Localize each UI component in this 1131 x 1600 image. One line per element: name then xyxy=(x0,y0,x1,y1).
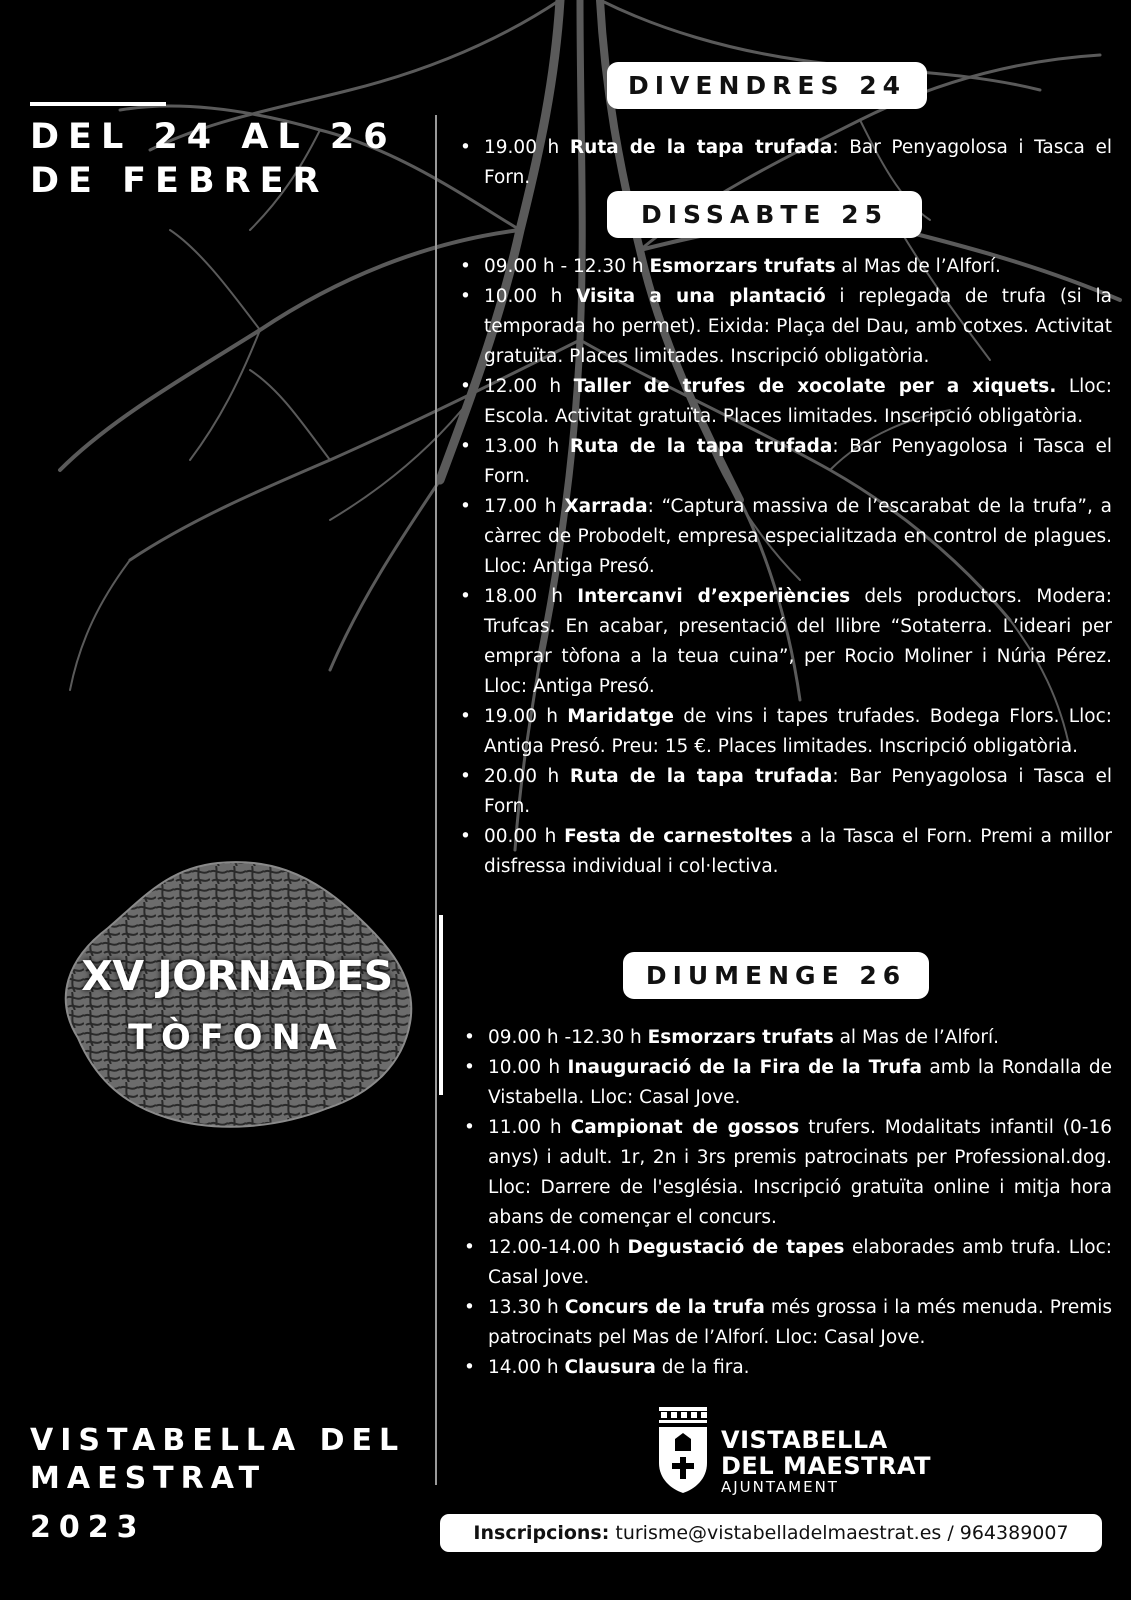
dates-line-1: DEL 24 AL 26 xyxy=(30,117,397,157)
schedule-details: de vins i tapes trufades. Bodega Flors. Lloc: Antiga Presó. Preu: 15 €. Places limitades. Inscripció obligatòria. xyxy=(484,706,1112,757)
schedule-time: 13.00 h xyxy=(484,436,560,457)
schedule-time: 19.00 h xyxy=(484,706,558,727)
schedule-activity: Festa de carnestoltes xyxy=(564,826,793,847)
schedule-list-diumenge xyxy=(462,1023,1112,1383)
contact-value: turisme@vistabelladelmaestrat.es / 964389007 xyxy=(609,1522,1069,1544)
schedule-activity: Esmorzars trufats xyxy=(647,1027,834,1048)
event-year: 2023 xyxy=(30,1510,146,1545)
schedule-time: 14.00 h xyxy=(488,1357,559,1378)
registration-contact xyxy=(440,1514,1102,1552)
schedule-list-divendres xyxy=(458,133,1112,193)
schedule-time: 09.00 h -12.30 h xyxy=(488,1027,642,1048)
schedule-item xyxy=(484,702,1112,762)
schedule-activity: Visita a una plantació xyxy=(576,286,826,307)
schedule-details: a la Tasca el Forn. Premi a millor disfressa individual i col·lectiva. xyxy=(484,826,1112,877)
schedule-item xyxy=(484,252,1112,282)
schedule-time: 18.00 h xyxy=(484,586,563,607)
schedule-item xyxy=(484,432,1112,492)
schedule-item xyxy=(484,492,1112,582)
schedule-activity: Intercanvi d’experiències xyxy=(577,586,851,607)
schedule-details: al Mas de l’Alforí. xyxy=(833,1027,1000,1048)
schedule-activity: Esmorzars trufats xyxy=(649,256,836,277)
vertical-divider-highlight xyxy=(439,915,443,1095)
town-line-1: VISTABELLA DEL xyxy=(30,1423,406,1458)
schedule-item xyxy=(488,1023,1112,1053)
schedule-details: al Mas de l’Alforí. xyxy=(835,256,1001,277)
schedule-time: 12.00 h xyxy=(484,376,562,397)
schedule-activity: Concurs de la trufa xyxy=(564,1297,765,1318)
schedule-details: de la fira. xyxy=(655,1357,750,1378)
logo-text-line-3: AJUNTAMENT xyxy=(721,1478,839,1496)
event-title: XV JORNADES xyxy=(81,952,393,1000)
ajuntament-logo xyxy=(655,1405,935,1497)
schedule-activity: Inauguració de la Fira de la Trufa xyxy=(567,1057,923,1078)
top-rule-divider xyxy=(30,102,166,106)
schedule-item xyxy=(488,1353,1112,1383)
schedule-activity: Xarrada xyxy=(564,496,648,517)
schedule-item xyxy=(484,762,1112,822)
schedule-details: amb la Rondalla de Vistabella. Lloc: Casal Jove. xyxy=(488,1057,1112,1108)
schedule-item xyxy=(484,133,1112,193)
schedule-activity: Ruta de la tapa trufada xyxy=(569,766,833,787)
schedule-time: 13.30 h xyxy=(488,1297,559,1318)
schedule-activity: Clausura xyxy=(564,1357,656,1378)
schedule-details: trufers. Modalitats infantil (0-16 anys) i adult. 1r, 2n i 3rs premis patrocinats per Professional.dog. Lloc: Darrere de l'església. Inscripció gratuïta online i mitja hora abans de començar el concurs. xyxy=(488,1117,1113,1228)
dates-line-2: DE FEBRER xyxy=(30,161,329,201)
logo-text-line-1: VISTABELLA xyxy=(721,1426,888,1454)
schedule-details: : Bar Penyagolosa i Tasca el Forn. xyxy=(484,137,1112,188)
schedule-time: 19.00 h xyxy=(484,137,560,158)
schedule-item xyxy=(484,372,1112,432)
schedule-details: i replegada de trufa (si la temporada ho permet). Eixida: Plaça del Dau, amb cotxes. Activitat gratuïta. Places limitades. Inscripció obligatòria. xyxy=(484,286,1112,367)
schedule-time: 09.00 h - 12.30 h xyxy=(484,256,644,277)
schedule-details: dels productors. Modera: Trufcas. En acabar, presentació del llibre “Sotaterra. L’ideari per emprar tòfona a la teua cuina”, per Rocio Moliner i Núria Pérez. Lloc: Antiga Presó. xyxy=(484,586,1112,697)
schedule-list-dissabte xyxy=(458,252,1112,882)
schedule-activity: Ruta de la tapa trufada xyxy=(569,436,833,457)
schedule-item xyxy=(488,1053,1112,1113)
day-badge-diumenge: DIUMENGE 26 xyxy=(623,952,929,999)
schedule-activity: Degustació de tapes xyxy=(627,1237,845,1258)
schedule-details: Lloc: Escola. Activitat gratuïta. Places limitades. Inscripció obligatòria. xyxy=(484,376,1112,427)
schedule-time: 17.00 h xyxy=(484,496,557,517)
contact-label: Inscripcions: xyxy=(473,1522,610,1544)
schedule-time: 10.00 h xyxy=(484,286,563,307)
schedule-time: 20.00 h xyxy=(484,766,560,787)
schedule-time: 12.00-14.00 h xyxy=(488,1237,620,1258)
schedule-item xyxy=(488,1233,1112,1293)
schedule-time: 11.00 h xyxy=(488,1117,562,1138)
day-badge-divendres: DIVENDRES 24 xyxy=(607,62,927,109)
schedule-time: 00.00 h xyxy=(484,826,557,847)
logo-text-line-2: DEL MAESTRAT xyxy=(721,1452,932,1480)
schedule-details: : “Captura massiva de l’escarabat de la trufa”, a càrrec de Probodelt, empresa especialitzada en control de plagues. Lloc: Antiga Presó. xyxy=(484,496,1113,577)
schedule-item xyxy=(488,1293,1112,1353)
event-subtitle: TÒFONA xyxy=(128,1018,346,1058)
schedule-item xyxy=(484,582,1112,702)
schedule-activity: Ruta de la tapa trufada xyxy=(569,137,833,158)
vertical-divider xyxy=(435,115,437,1485)
schedule-item xyxy=(484,282,1112,372)
schedule-details: més grossa i la més menuda. Premis patrocinats pel Mas de l’Alforí. Lloc: Casal Jove. xyxy=(488,1297,1113,1348)
schedule-time: 10.00 h xyxy=(488,1057,561,1078)
schedule-activity: Campionat de gossos xyxy=(570,1117,800,1138)
dates-heading xyxy=(30,115,410,203)
schedule-item xyxy=(484,822,1112,882)
schedule-details: : Bar Penyagolosa i Tasca el Forn. xyxy=(484,766,1112,817)
schedule-activity: Taller de trufes de xocolate per a xiquets. xyxy=(573,376,1057,397)
schedule-details: elaborades amb trufa. Lloc: Casal Jove. xyxy=(488,1237,1112,1288)
town-name xyxy=(30,1422,430,1498)
schedule-details: : Bar Penyagolosa i Tasca el Forn. xyxy=(484,436,1112,487)
day-badge-dissabte: DISSABTE 25 xyxy=(607,191,922,238)
schedule-activity: Maridatge xyxy=(567,706,674,727)
schedule-item xyxy=(488,1113,1112,1233)
coat-of-arms-icon xyxy=(655,1405,711,1495)
town-line-2: MAESTRAT xyxy=(30,1461,267,1496)
